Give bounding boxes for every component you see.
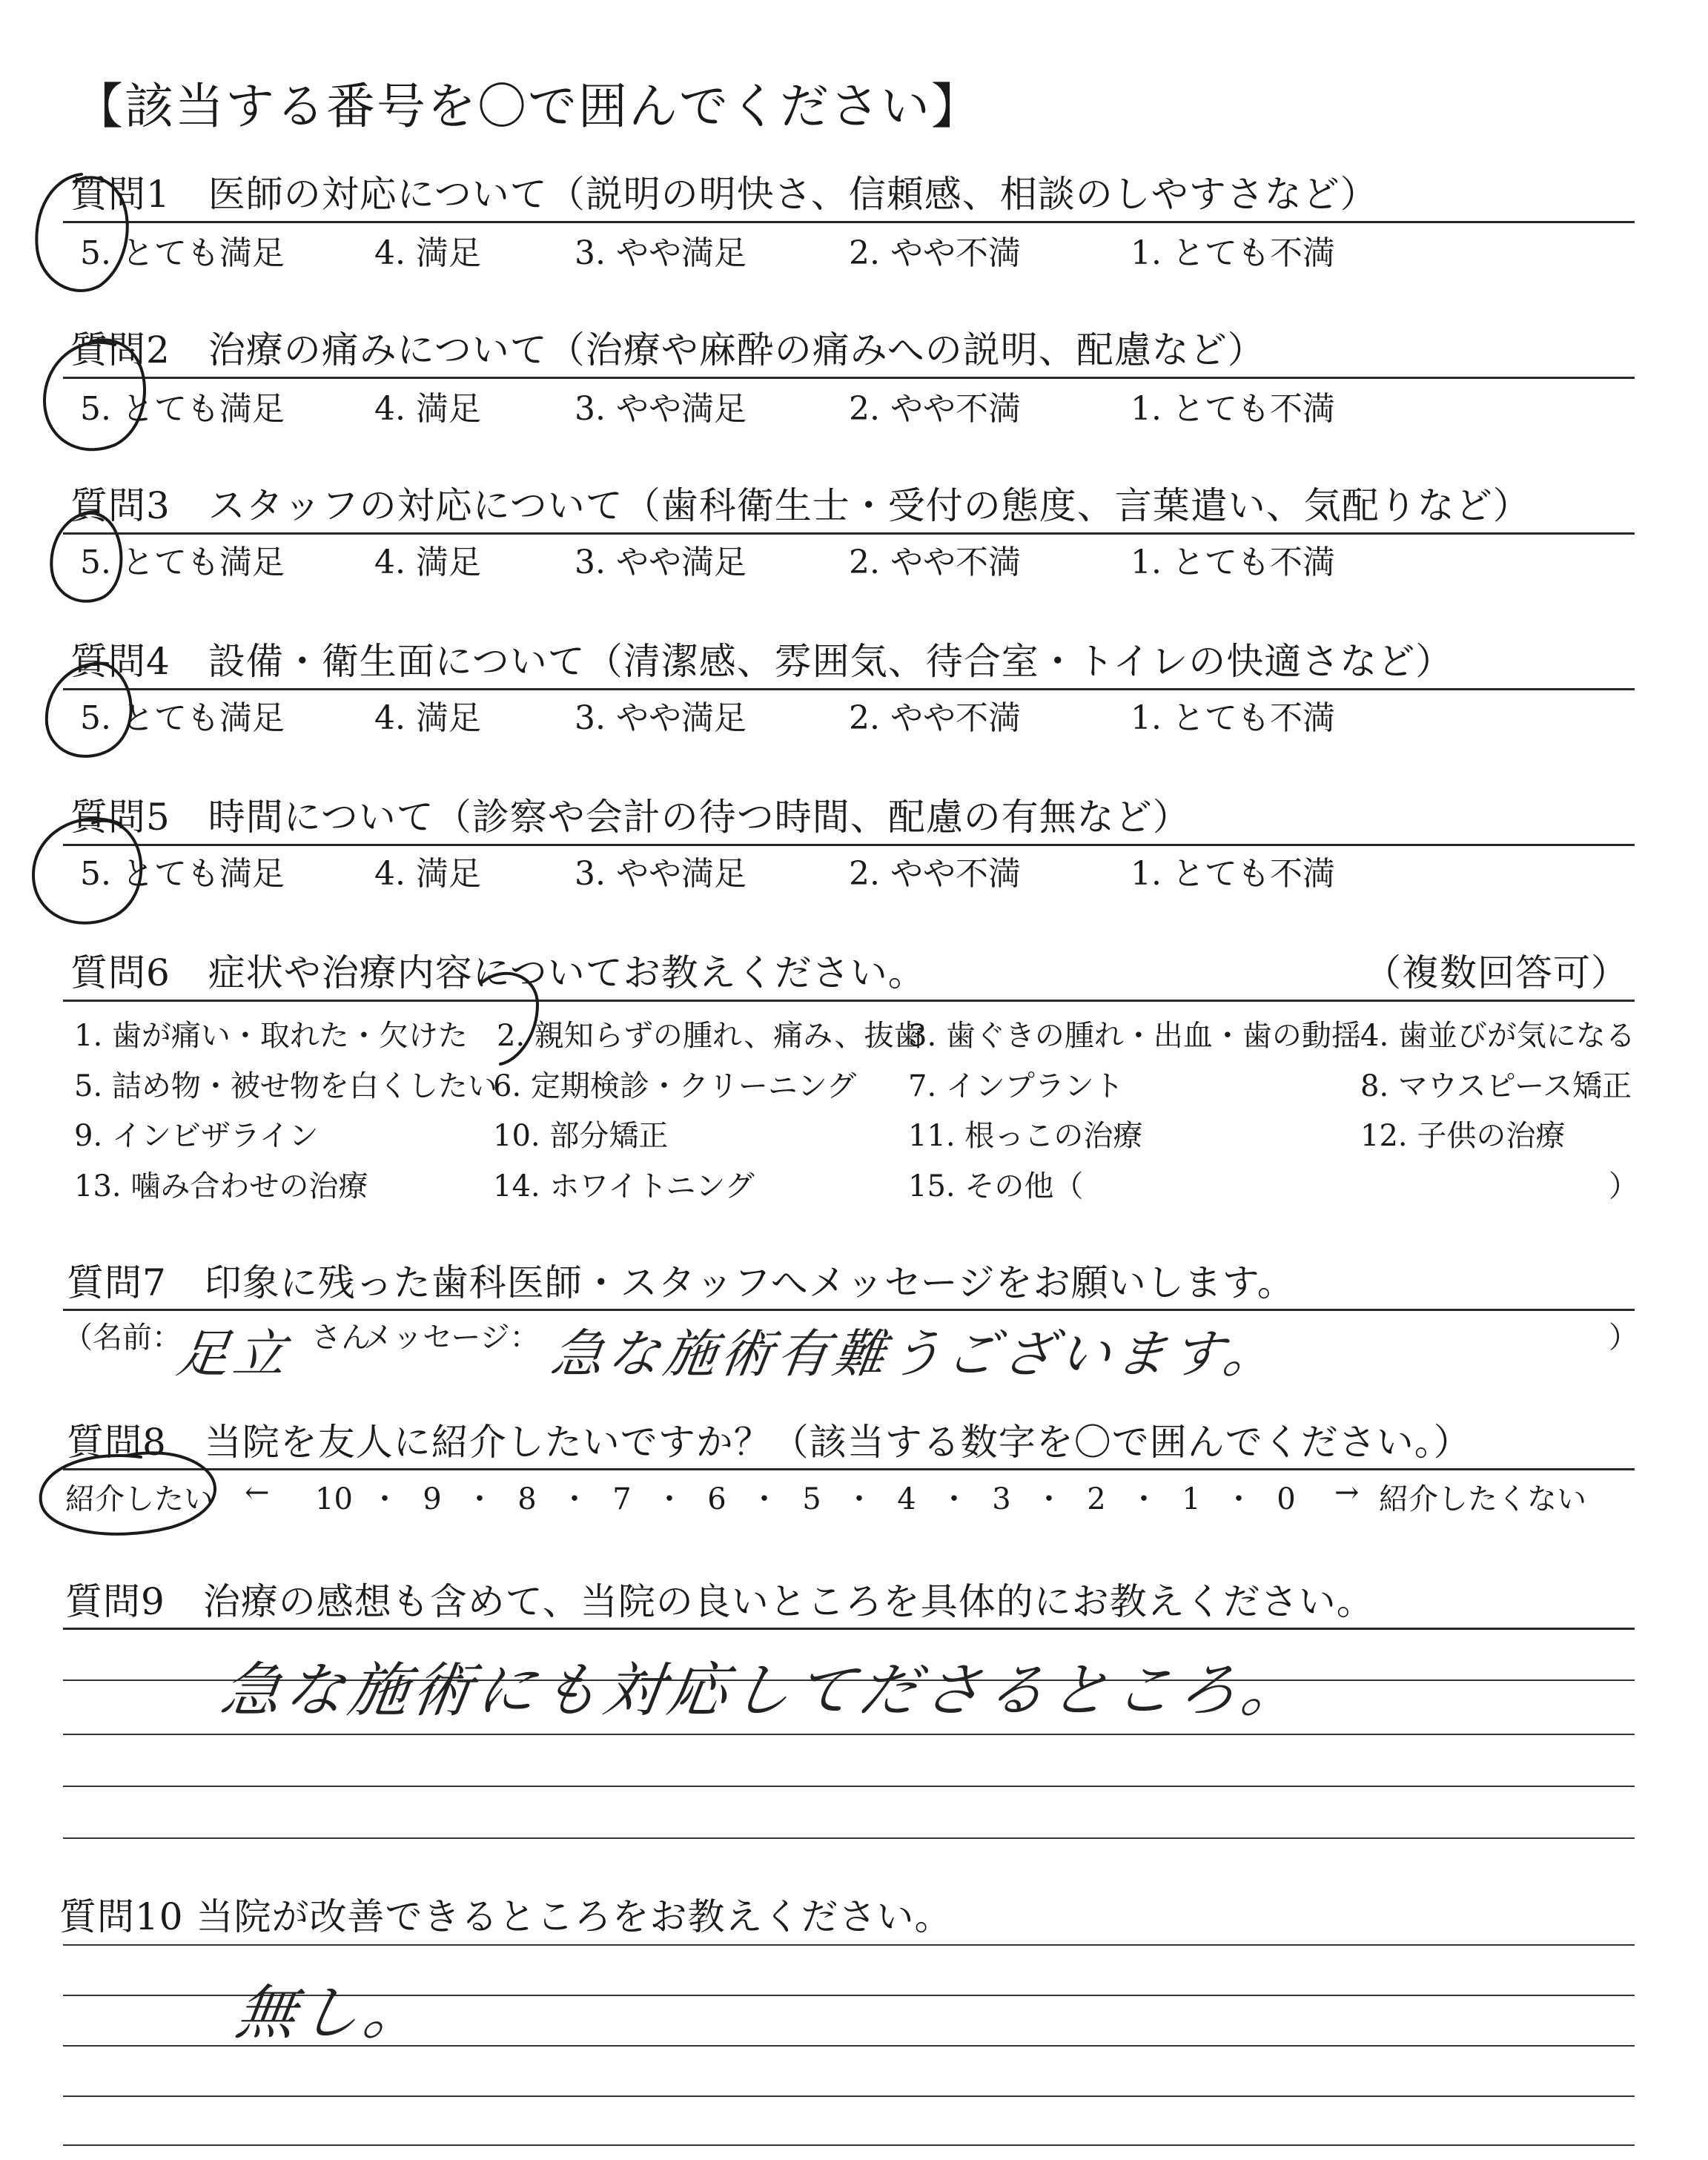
q10-title: 質問10 当院が改善できるところをお教えください。 [59,1895,953,1938]
q7-message-value[interactable]: 急な施術有難うございます。 [547,1324,1285,1384]
q7-name-value[interactable]: 足立 [173,1324,294,1384]
q5-hand-circle [22,805,156,938]
q2-option-4[interactable]: 4. 満足 [374,390,481,428]
q1-divider [63,221,1635,223]
q2-divider [63,377,1635,379]
q9-line-5 [63,1837,1635,1839]
q3-option-3[interactable]: 3. やや満足 [575,544,747,581]
q5-option-2[interactable]: 2. やや不満 [849,855,1021,893]
q6-item-1[interactable]: 1. 歯が痛い・取れた・欠けた [74,1019,468,1053]
q8-scale [315,1476,1308,1518]
q3-option-1[interactable]: 1. とても不満 [1131,544,1335,581]
q2-hand-circle [33,326,152,467]
q6-item-12[interactable]: 12. 子供の治療 [1360,1119,1566,1153]
q6-item-2[interactable]: 2. 親知らずの腫れ、痛み、抜歯 [497,1019,924,1053]
q5-divider [63,844,1635,846]
q5-option-4[interactable]: 4. 満足 [374,855,481,893]
q6-title: 質問6 症状や治療内容についてお教えください。 [70,951,926,994]
q1-hand-circle [22,159,126,308]
q9-line-1 [63,1628,1635,1630]
q3-divider [63,532,1635,535]
q8-num-8[interactable]: 8 [517,1482,537,1516]
q1-title: 質問1 医師の対応について（説明の明快さ、信頼感、相談のしやすさなど） [70,173,1378,216]
q2-option-5[interactable]: 5. とても満足 [80,390,285,428]
form-header: 【該当する番号を〇で囲んでください】 [74,78,982,135]
q6-item-4[interactable]: 4. 歯並びが気になる [1360,1019,1635,1053]
q8-right-label: 紹介したくない [1379,1482,1586,1516]
q6-item-15[interactable]: 15. その他（ [908,1169,1084,1203]
q8-num-4[interactable]: 4 [897,1482,916,1516]
q6-note: （複数回答可） [1364,951,1629,994]
q4-divider [63,688,1635,690]
q8-left-label[interactable]: 紹介したい [65,1482,214,1516]
q7-name-label: （名前： [63,1321,182,1355]
q6-divider [63,1000,1635,1002]
q10-line-1 [63,1944,1635,1946]
q8-dot: ・ [1034,1482,1064,1516]
q8-divider [63,1468,1635,1470]
q8-dot: ・ [655,1482,684,1516]
q8-dot: ・ [465,1482,494,1516]
q1-option-3[interactable]: 3. やや満足 [575,234,747,272]
q8-num-9[interactable]: 9 [423,1482,442,1516]
q3-option-2[interactable]: 2. やや不満 [849,544,1021,581]
q8-num-5[interactable]: 5 [802,1482,821,1516]
q8-right-arrow: → [1334,1476,1360,1510]
q8-num-7[interactable]: 7 [612,1482,632,1516]
q6-hand-circle [467,960,549,1071]
q5-option-1[interactable]: 1. とても不満 [1131,855,1335,893]
q6-item-9[interactable]: 9. インビザライン [74,1119,319,1153]
q2-option-3[interactable]: 3. やや満足 [575,390,747,428]
q7-divider [63,1309,1635,1311]
q8-num-6[interactable]: 6 [707,1482,726,1516]
q8-title: 質問8 当院を友人に紹介したいですか？（該当する数字を〇で囲んでください。） [67,1421,1472,1464]
q2-title: 質問2 治療の痛みについて（治療や麻酔の痛みへの説明、配慮など） [70,328,1265,371]
q5-title: 質問5 時間について（診察や会計の待つ時間、配慮の有無など） [70,796,1191,839]
q6-item-15-close: ） [1609,1169,1638,1203]
q8-dot: ・ [749,1482,779,1516]
q6-item-6[interactable]: 6. 定期検診・クリーニング [493,1069,857,1103]
q8-left-arrow: ← [245,1476,270,1510]
q7-title: 質問7 印象に残った歯科医師・スタッフへメッセージをお願いします。 [67,1261,1295,1304]
q8-dot: ・ [844,1482,874,1516]
q8-dot: ・ [370,1482,400,1516]
q4-hand-circle [33,649,145,767]
q10-line-5 [63,2144,1635,2146]
q7-message-label: メッセージ： [363,1321,540,1355]
q8-hand-circle [30,1435,230,1546]
q6-item-10[interactable]: 10. 部分矯正 [493,1119,669,1153]
q3-hand-circle [41,501,130,612]
q7-close: ） [1609,1321,1638,1355]
q9-title: 質問9 治療の感想も含めて、当院の良いところを具体的にお教えください。 [65,1580,1374,1623]
q4-option-4[interactable]: 4. 満足 [374,699,481,737]
q8-num-1[interactable]: 1 [1182,1482,1201,1516]
q4-option-2[interactable]: 2. やや不満 [849,699,1021,737]
q9-line-3 [63,1734,1635,1735]
q8-dot: ・ [1129,1482,1159,1516]
q7-san: さん [311,1321,371,1355]
q1-option-2[interactable]: 2. やや不満 [849,234,1021,272]
q8-num-0[interactable]: 0 [1277,1482,1296,1516]
q6-item-14[interactable]: 14. ホワイトニング [493,1169,755,1203]
q8-num-2[interactable]: 2 [1087,1482,1106,1516]
q8-dot: ・ [560,1482,589,1516]
q2-option-2[interactable]: 2. やや不満 [849,390,1021,428]
q4-option-5[interactable]: 5. とても満足 [80,699,285,737]
q8-dot: ・ [939,1482,969,1516]
q4-option-3[interactable]: 3. やや満足 [575,699,747,737]
q5-option-5[interactable]: 5. とても満足 [80,855,285,893]
q8-num-10[interactable]: 10 [315,1482,353,1516]
q4-title: 質問4 設備・衛生面について（清潔感、雰囲気、待合室・トイレの快適さなど） [70,640,1454,683]
q6-item-8[interactable]: 8. マウスピース矯正 [1360,1069,1632,1103]
q4-option-1[interactable]: 1. とても不満 [1131,699,1335,737]
q1-option-4[interactable]: 4. 満足 [374,234,481,272]
q6-item-11[interactable]: 11. 根っこの治療 [908,1119,1143,1153]
q3-option-4[interactable]: 4. 満足 [374,544,481,581]
q5-option-3[interactable]: 3. やや満足 [575,855,747,893]
q10-line-4 [63,2095,1635,2097]
q6-item-3[interactable]: 3. 歯ぐきの腫れ・出血・歯の動揺 [908,1019,1361,1053]
q3-option-5[interactable]: 5. とても満足 [80,544,285,581]
q2-option-1[interactable]: 1. とても不満 [1131,390,1335,428]
q6-item-7[interactable]: 7. インプラント [908,1069,1124,1103]
q8-dot: ・ [1224,1482,1254,1516]
q6-item-5[interactable]: 5. 詰め物・被せ物を白くしたい [74,1069,497,1103]
q3-title: 質問3 スタッフの対応について（歯科衛生士・受付の態度、言葉遣い、気配りなど） [70,484,1531,527]
q1-option-1[interactable]: 1. とても不満 [1131,234,1335,272]
q1-option-5[interactable]: 5. とても満足 [80,234,285,272]
q8-num-3[interactable]: 3 [992,1482,1011,1516]
q9-line-4 [63,1786,1635,1787]
q10-answer[interactable]: 無し。 [231,1978,433,2047]
q6-item-13[interactable]: 13. 噛み合わせの治療 [74,1169,368,1203]
q9-answer[interactable]: 急な施術にも対応してださるところ。 [216,1656,1311,1725]
